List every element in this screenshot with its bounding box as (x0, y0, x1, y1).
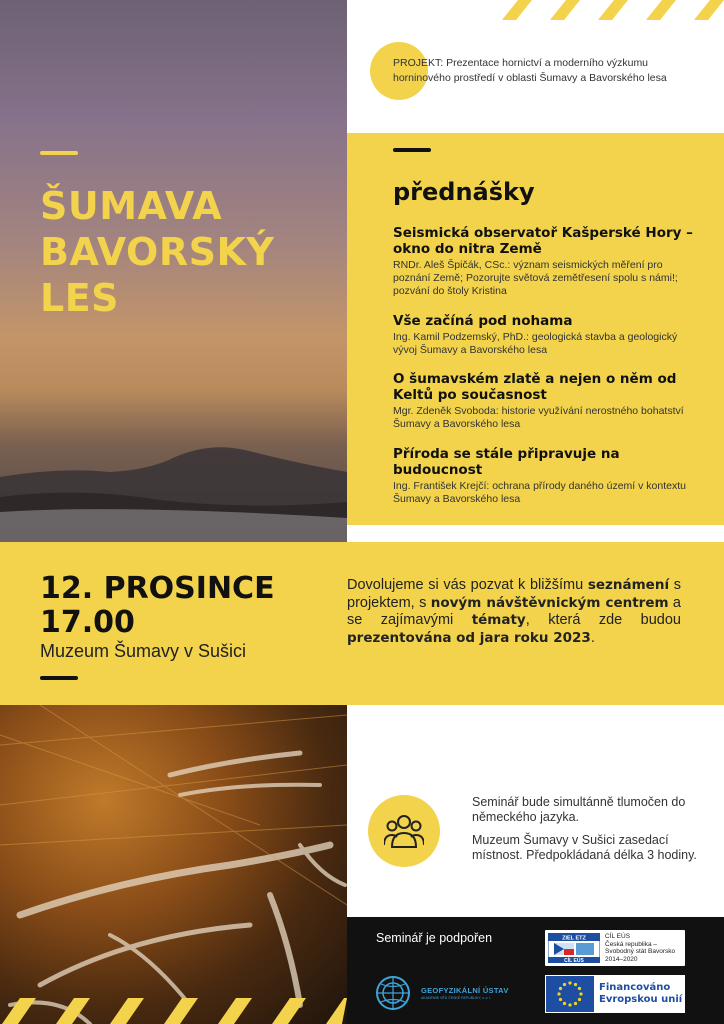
translation-info: Seminář bude simultánně tlumočen do německého jazyka. (472, 795, 686, 824)
eu-line-1: Financováno (599, 982, 671, 993)
main-title (40, 183, 340, 321)
branches-decoration (0, 705, 347, 1024)
supported-label: Seminář je podpořen (376, 931, 493, 945)
geo-institute-subtitle: AKADEMIE VĚD ČESKÉ REPUBLIKY, v. v. i. (421, 996, 491, 1000)
invite-text-2: s projektem, s (347, 577, 682, 611)
hazard-stripes-bottom (0, 998, 347, 1024)
invite-bold-2: novým návštěvnickým centrem (430, 594, 669, 611)
event-time: 17.00 (40, 605, 135, 640)
eu-funding-text (599, 982, 682, 1006)
ziel-etz-badge (548, 933, 600, 963)
title-line-2: BAVORSKÝ (40, 230, 275, 274)
title-line-1: ŠUMAVA (40, 184, 223, 228)
grass-photo (0, 705, 347, 1024)
event-date: 12. PROSINCE (40, 571, 275, 606)
lecture-title: O šumavském zlatě a nejen o něm od Keltů po současnost (393, 371, 677, 403)
ziel-program-text (605, 933, 685, 963)
invite-text-1: Dovolujeme si vás pozvat k bližšímu (347, 577, 588, 593)
lecture-title: Seismická observatoř Kašperské Hory – okno do nitra Země (393, 225, 693, 257)
people-icon (384, 813, 424, 849)
people-icon-circle (368, 795, 440, 867)
location-info: Muzeum Šumavy v Sušici zasedací místnost. Předpokládaná délka 3 hodiny. (472, 833, 697, 862)
ziel-etz-logo (545, 930, 685, 966)
eu-flag-icon (546, 976, 594, 1012)
ziel-badge-top-text: ZIEL ETZ (562, 935, 586, 942)
hill-silhouette (0, 422, 347, 542)
invite-bold-4: prezentována od jara roku 2023 (347, 629, 591, 646)
geo-institute-name: GEOFYZIKÁLNÍ ÚSTAV (421, 986, 509, 995)
lecture-description: Ing. Kamil Podzemský, PhD.: geologická stavba a geologický vývoj Šumavy a Bavorského lesa (393, 331, 678, 356)
event-dash (40, 676, 78, 680)
lecture-item (393, 446, 693, 506)
lecture-description: RNDr. Aleš Špičák, CSc.: význam seismických měření pro poznání Země; Pozorujte světová zemětřesení spolu s námi!; pozvání do štoly Kristina (393, 259, 678, 297)
title-dash (40, 151, 78, 155)
lecture-item (393, 313, 693, 357)
event-venue: Muzeum Šumavy v Sušici (40, 641, 247, 661)
ziel-line-3: Svobodný stát Bavorsko (605, 948, 676, 955)
lecture-item (393, 371, 693, 431)
lecture-description: Ing. František Krejčí: ochrana přírody daného území v kontextu Šumavy a Bavorského lesa (393, 480, 686, 505)
lecture-title: Příroda se stále připravuje na budoucnost (393, 446, 620, 478)
invitation-text (347, 577, 681, 647)
geophysical-institute-logo (375, 975, 525, 1011)
ziel-badge-bottom-text: CÍL EÚS (564, 958, 584, 963)
invite-bold-1: seznámení (587, 577, 670, 593)
lecture-title: Vše začíná pod nohama (393, 313, 573, 329)
invite-text-3: a se zajímavými (347, 594, 681, 628)
ziel-line-2: Česká republika – (605, 940, 658, 948)
title-line-3: LES (40, 276, 120, 320)
hazard-stripes-top (492, 0, 724, 20)
ziel-line-4: 2014–2020 (605, 955, 638, 963)
eu-line-2: Evropskou unií (599, 994, 683, 1005)
lectures-heading: přednášky (393, 178, 535, 206)
lectures-dash (393, 148, 431, 152)
invite-bold-3: tématy (471, 612, 526, 628)
invite-text-4: , která zde budou (525, 612, 681, 628)
project-description: PROJEKT: Prezentace hornictví a moderního výzkumu horninového prostředí v oblasti Šumavy a Bavorského lesa (393, 57, 667, 84)
eu-funding-logo (545, 975, 685, 1013)
globe-icon (375, 975, 411, 1011)
lecture-description: Mgr. Zdeněk Svoboda: historie využívání nerostného bohatství Šumavy a Bavorského lesa (393, 405, 684, 430)
invite-text-5: . (590, 629, 595, 646)
ziel-line-1: CÍL EÚS (605, 933, 631, 940)
lecture-item (393, 225, 693, 298)
